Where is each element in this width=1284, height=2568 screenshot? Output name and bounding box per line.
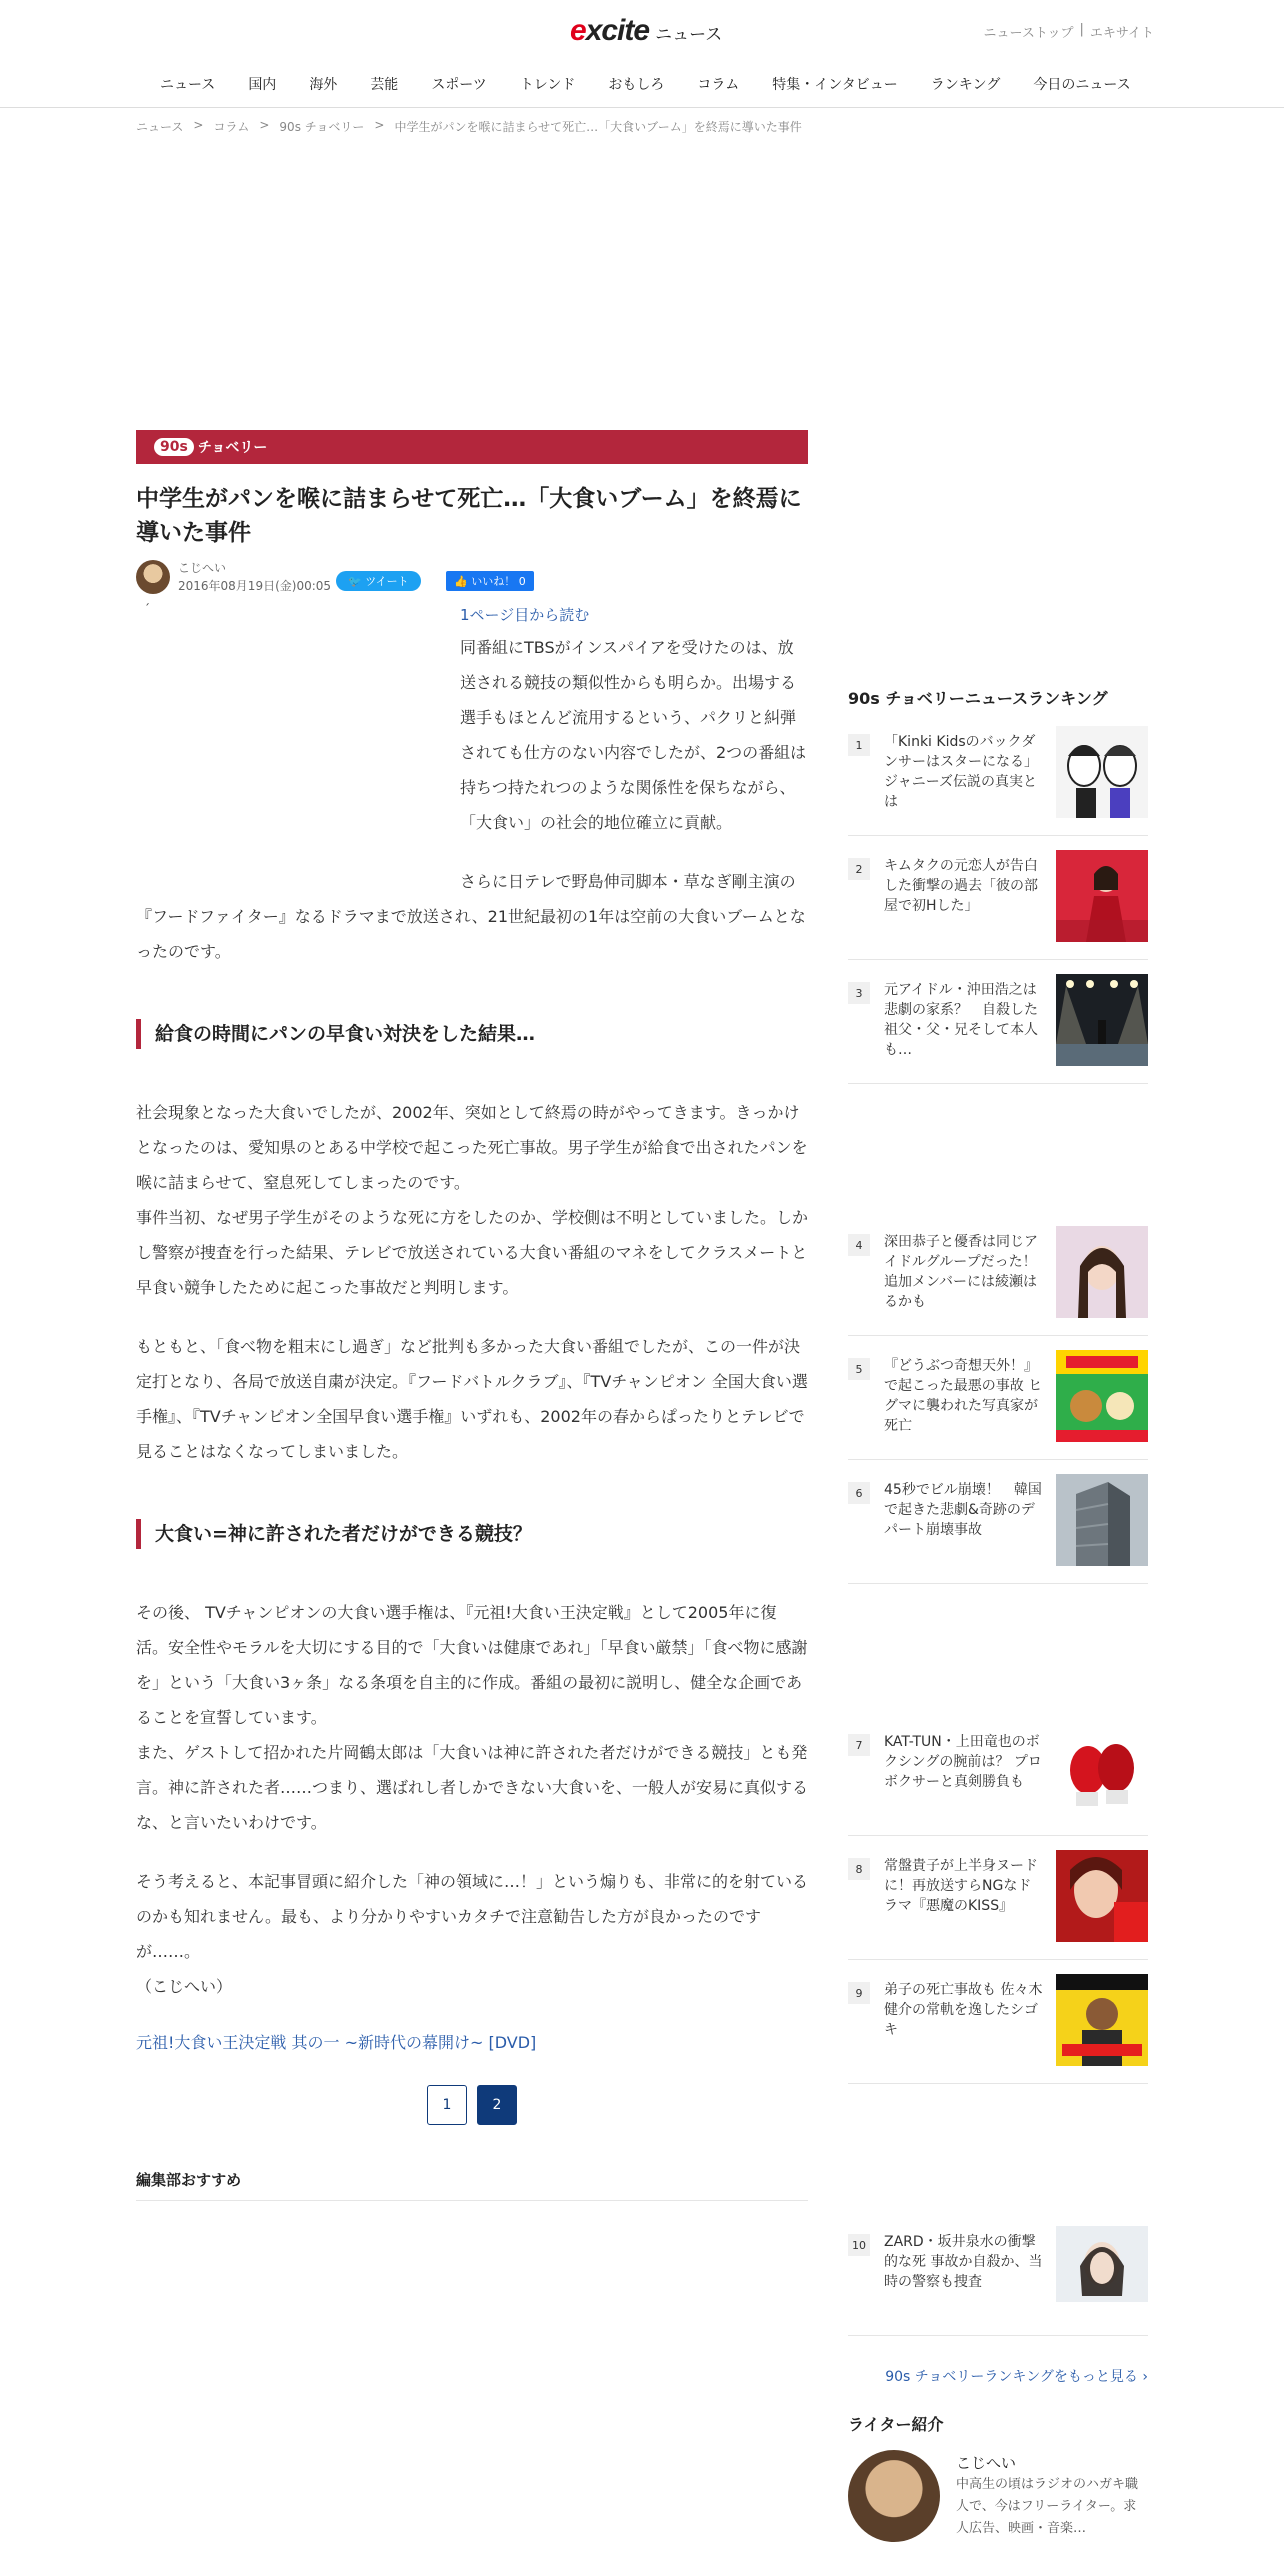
ranking-thumbnail[interactable] <box>1056 1474 1148 1566</box>
breadcrumb-item[interactable]: 90s チョベリー <box>279 120 365 134</box>
category-label: チョベリー <box>197 440 268 456</box>
image-placeholder-mark: ´ <box>144 602 150 616</box>
page-1-button[interactable]: 1 <box>427 2085 467 2125</box>
tweet-label: ツイート <box>365 575 409 588</box>
ranking-thumbnail[interactable] <box>1056 974 1148 1066</box>
rank-number: 9 <box>848 1982 870 2004</box>
writer-section-title: ライター紹介 <box>848 2415 944 2434</box>
breadcrumb-item[interactable]: コラム <box>213 120 250 134</box>
ranking-thumbnail[interactable] <box>1056 2226 1148 2318</box>
ranking-thumbnail[interactable] <box>1056 1350 1148 1442</box>
dvd-product-link[interactable]: 元祖!大食い王決定戦 其の一 ~新時代の幕開け~ [DVD] <box>136 2033 537 2052</box>
facebook-like-button[interactable] <box>446 571 534 591</box>
ranking-list <box>848 726 1148 2568</box>
category-logo <box>154 437 267 457</box>
category-badge: 90s <box>154 438 194 456</box>
breadcrumb-sep: > <box>374 118 385 132</box>
ranking-item[interactable] <box>848 850 1148 960</box>
ranking-item[interactable] <box>848 1850 1148 1960</box>
section-heading: 給食の時間にパンの早食い対決をした結果… <box>136 1019 808 1049</box>
article-lead-block <box>460 602 808 840</box>
ranking-more-link[interactable]: 90s チョベリーランキングをもっと見る › <box>885 2369 1148 2385</box>
nav-item[interactable]: 国内 <box>248 77 277 93</box>
rank-number: 2 <box>848 858 870 880</box>
nav-item[interactable]: 特集・インタビュー <box>772 77 898 93</box>
rank-number: 6 <box>848 1482 870 1504</box>
breadcrumb-sep: > <box>259 118 270 132</box>
ranking-item-title[interactable]: 常盤貴子が上半身ヌードに！再放送すらNGなドラマ『悪魔のKISS』 <box>884 1858 1038 1914</box>
ranking-item-title[interactable]: ZARD・坂井泉水の衝撃的な死 事故か自殺か、当時の警察も捜査 <box>884 2234 1043 2290</box>
ranking-thumbnail[interactable] <box>1056 1226 1148 1318</box>
breadcrumb-item[interactable]: ニュース <box>136 120 184 134</box>
ranking-thumbnail[interactable] <box>1056 1974 1148 2066</box>
ranking-item-title[interactable]: 弟子の死亡事故も 佐々木健介の常軌を逸したシゴキ <box>884 1982 1043 2038</box>
ranking-heading: 90s チョベリーニュースランキング <box>848 689 1108 708</box>
tweet-button[interactable] <box>336 571 421 591</box>
article-paragraph: 社会現象となった大食いでしたが、2002年、突如として終焉の時がやってきます。きっかけとなったのは、愛知県のとある中学校で起こった死亡事故。男子学生が給食で出されたパンを喉に詰まらせて、窒息死してしまったのです。 <box>136 1103 808 1192</box>
article-title: 中学生がパンを喉に詰まらせて死亡…「大食いブーム」を終焉に導いた事件 <box>136 486 802 546</box>
rank-number: 3 <box>848 982 870 1004</box>
rank-number: 8 <box>848 1858 870 1880</box>
nav-item[interactable]: 芸能 <box>370 77 399 93</box>
article-column <box>136 430 808 2201</box>
editor-recommend-heading: 編集部おすすめ <box>136 2169 808 2201</box>
ranking-item[interactable] <box>848 1726 1148 1836</box>
ranking-item[interactable] <box>848 1474 1148 1584</box>
article-paragraph: さらに日テレで野島伸司脚本・草なぎ剛主演の『フードファイター』なるドラマまで放送され、21世紀最初の1年は空前の大食いブームとなったのです。 <box>136 872 806 961</box>
ranking-thumbnail[interactable] <box>1056 726 1148 818</box>
ranking-item-title[interactable]: 45秒でビル崩壊！ 韓国で起きた悲劇&奇跡のデパート崩壊事故 <box>884 1482 1042 1538</box>
nav-item[interactable]: 今日のニュース <box>1033 77 1131 93</box>
breadcrumb-current: 中学生がパンを喉に詰まらせて死亡…「大食いブーム」を終焉に導いた事件 <box>394 120 802 134</box>
ranking-item-title[interactable]: 『どうぶつ奇想天外！』で起こった最悪の事故 ヒグマに襲われた写真家が死亡 <box>884 1358 1043 1434</box>
global-nav <box>160 74 1164 94</box>
ranking-item[interactable] <box>848 974 1148 1084</box>
ranking-item[interactable] <box>848 2226 1148 2336</box>
nav-item[interactable]: スポーツ <box>431 77 487 93</box>
logo-news-label: ニュース <box>655 25 723 45</box>
pagination <box>136 2085 808 2125</box>
page-2-button[interactable]: 2 <box>477 2085 517 2125</box>
nav-item[interactable]: 海外 <box>309 77 338 93</box>
rank-number: 1 <box>848 734 870 756</box>
excite-link[interactable]: エキサイト <box>1089 26 1154 41</box>
site-logo[interactable] <box>570 14 722 48</box>
article-paragraph: 事件当初、なぜ男子学生がそのような死に方をしたのか、学校側は不明としていました。しかし警察が捜査を行った結果、テレビで放送されている大食い番組のマネをしてクラスメートと早食い競争したために起こった事故だと判明します。 <box>136 1208 809 1297</box>
news-top-link[interactable]: ニューストップ <box>983 26 1074 41</box>
rank-number: 5 <box>848 1358 870 1380</box>
excite-logo: excite <box>570 14 650 47</box>
ranking-item-title[interactable]: 深田恭子と優香は同じアイドルグループだった！追加メンバーには綾瀬はるかも <box>884 1234 1038 1310</box>
breadcrumb <box>136 118 802 135</box>
ranking-item-title[interactable]: キムタクの元恋人が告白した衝撃の過去「彼の部屋で初Hした」 <box>884 858 1038 914</box>
ranking-item-title[interactable]: 元アイドル・沖田浩之は悲劇の家系？ 自殺した祖父・父・兄そして本人も… <box>884 982 1038 1058</box>
article-paragraph: そう考えると、本記事冒頭に紹介した「神の領域に…！」という煽りも、非常に的を射ているのかも知れません。最も、より分かりやすいカタチで注意勧告した方が良かったのですが……。 <box>136 1872 809 1961</box>
author-name[interactable]: こじへい <box>178 561 227 575</box>
nav-item[interactable]: ランキング <box>930 77 1001 93</box>
nav-item[interactable]: コラム <box>697 77 740 93</box>
site-header <box>0 0 1284 108</box>
ranking-thumbnail[interactable] <box>1056 850 1148 942</box>
author-signature: （こじへい） <box>136 1977 233 1996</box>
nav-item[interactable]: おもしろ <box>608 77 665 93</box>
ranking-thumbnail[interactable] <box>1056 1726 1148 1818</box>
ranking-item-title[interactable]: 「Kinki Kidsのバックダンサーはスターになる」ジャニーズ伝説の真実とは <box>884 734 1038 810</box>
writer-name[interactable]: こじへい <box>956 2454 1017 2472</box>
thumbs-up-icon: 👍 <box>454 575 472 588</box>
top-links <box>984 22 1154 41</box>
ranking-item[interactable] <box>848 1974 1148 2084</box>
ranking-title <box>848 686 1148 709</box>
ranking-item[interactable] <box>848 726 1148 836</box>
ranking-item[interactable] <box>848 1350 1148 1460</box>
publish-date: 2016年08月19日(金)00:05 <box>178 579 332 593</box>
article-paragraph: もともと、「食べ物を粗末にし過ぎ」など批判も多かった大食い番組でしたが、この一件が決定打となり、各局で放送自粛が決定。『フードバトルクラブ』、『TVチャンピオン 全国大食い選手権』、『TVチャンピオン全国早食い選手権』いずれも、2002年の春からぱったりとテレビで見ることはなくなってしまいました。 <box>136 1337 808 1461</box>
rank-number: 10 <box>848 2234 870 2256</box>
section-heading: 大食い=神に許された者だけができる競技？ <box>136 1519 808 1549</box>
writer-description: 中高生の頃はラジオのハガキ職人で、今はフリーライター。求人広告、映画・音楽… <box>956 2477 1139 2536</box>
twitter-bird-icon: 🐦 <box>348 575 366 588</box>
category-banner[interactable] <box>136 430 808 464</box>
rank-number: 7 <box>848 1734 870 1756</box>
ranking-item[interactable] <box>848 1226 1148 1336</box>
top-links-separator: | <box>1079 22 1084 37</box>
article-paragraph: 同番組にTBSがインスパイアを受けたのは、放送される競技の類似性からも明らか。出場する選手もほとんど流用するという、パクリと糾弾されても仕方のない内容でしたが、2つの番組は持ちつ持たれつのような関係性を保ちながら、「大食い」の社会的地位確立に貢献。 <box>460 638 807 832</box>
writer-avatar[interactable] <box>848 2450 940 2542</box>
nav-item[interactable]: トレンド <box>519 77 576 93</box>
ranking-thumbnail[interactable] <box>1056 1850 1148 1942</box>
breadcrumb-sep: > <box>193 118 204 132</box>
ranking-item-title[interactable]: KAT-TUN・上田竜也のボクシングの腕前は？ プロボクサーと真剣勝負も <box>884 1734 1042 1790</box>
article-body <box>136 602 808 2201</box>
author-avatar[interactable] <box>136 560 170 594</box>
rank-number: 4 <box>848 1234 870 1256</box>
like-label: いいね！ 0 <box>471 575 526 588</box>
read-from-first-page-link[interactable]: 1ページ目から読む <box>460 606 590 624</box>
article-paragraph: また、ゲストして招かれた片岡鶴太郎は「大食いは神に許された者だけができる競技」とも発言。神に許された者……つまり、選ばれし者しかできない大食いを、一般人が安易に真似するな、と言いたいわけです。 <box>136 1743 809 1832</box>
nav-item[interactable]: ニュース <box>160 77 216 93</box>
article-paragraph: その後、 TVチャンピオンの大食い選手権は、『元祖!大食い王決定戦』として2005年に復活。安全性やモラルを大切にする目的で「大食いは健康であれ」「早食い厳禁」「食べ物に感謝を」という「大食い3ヶ条」なる条項を自主的に作成。番組の最初に説明し、健全な企画であることを宣誓しています。 <box>136 1603 808 1727</box>
article-meta <box>136 558 808 596</box>
meta-text <box>178 559 331 595</box>
